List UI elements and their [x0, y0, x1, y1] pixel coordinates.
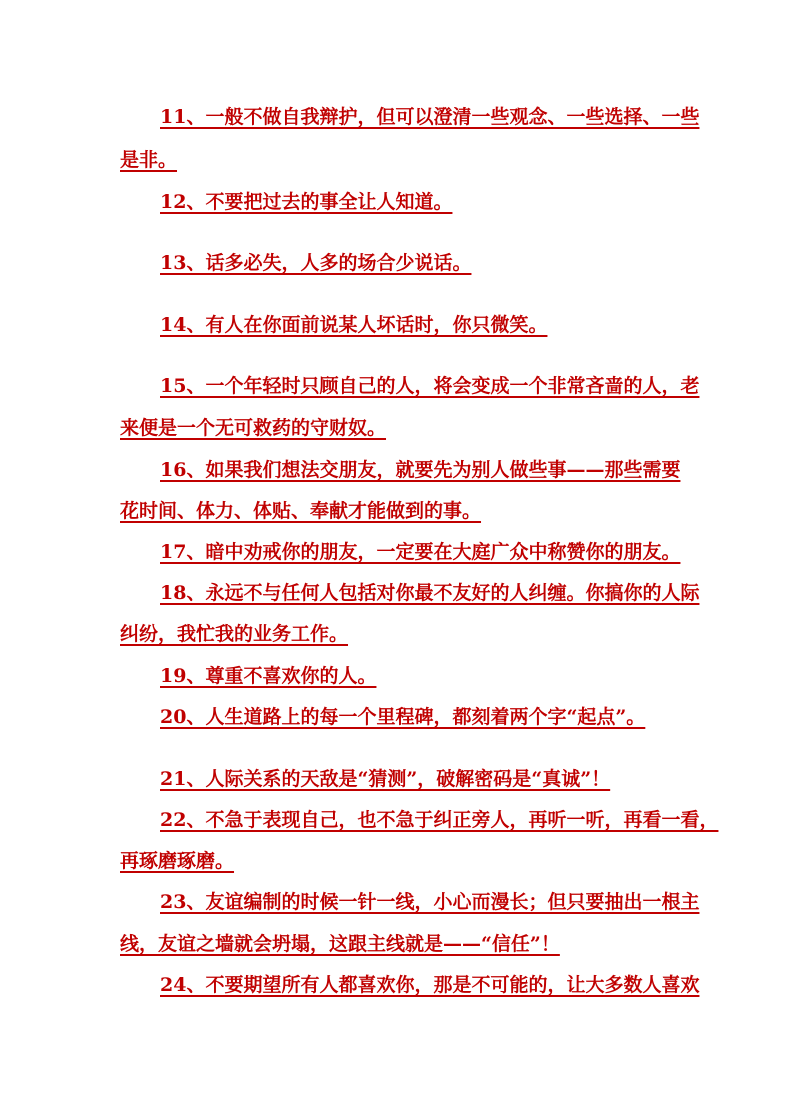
item-21-line-1: 21、人际关系的天敌是“猜测”，破解密码是“真诚”！: [160, 768, 611, 790]
item-14-line-1: 14、有人在你面前说某人坏话时，你只微笑。: [160, 314, 548, 336]
item-23-line-1: 23、友谊编制的时候一针一线，小心而漫长；但只要抽出一根主: [160, 891, 700, 913]
item-24-line-1: 24、不要期望所有人都喜欢你，那是不可能的，让大多数人喜欢: [160, 974, 700, 996]
item-18-line-1: 18、永远不与任何人包括对你最不友好的人纠缠。你搞你的人际: [160, 582, 700, 604]
item-15-line-2: 来便是一个无可救药的守财奴。: [120, 417, 387, 439]
item-16-line-2: 花时间、体力、体贴、奉献才能做到的事。: [120, 500, 482, 522]
item-23-line-2: 线，友谊之墙就会坍塌，这跟主线就是——“信任”！: [120, 933, 560, 955]
item-17-line-1: 17、暗中劝戒你的朋友，一定要在大庭广众中称赞你的朋友。: [160, 541, 681, 563]
item-19-line-1: 19、尊重不喜欢你的人。: [160, 665, 377, 687]
item-22-line-1: 22、不急于表现自己，也不急于纠正旁人，再听一听，再看一看，: [160, 809, 719, 831]
item-13-line-1: 13、话多必失，人多的场合少说话。: [160, 252, 472, 274]
item-12-line-1: 12、不要把过去的事全让人知道。: [160, 191, 453, 213]
item-16-line-1: 16、如果我们想法交朋友，就要先为别人做些事——那些需要: [160, 459, 681, 481]
item-18-line-2: 纠纷，我忙我的业务工作。: [120, 623, 349, 645]
item-22-line-2: 再琢磨琢磨。: [120, 850, 235, 872]
item-11-line-1: 11、一般不做自我辩护，但可以澄清一些观念、一些选择、一些: [160, 106, 700, 128]
item-11-line-2: 是非。: [120, 149, 178, 171]
item-15-line-1: 15、一个年轻时只顾自己的人，将会变成一个非常吝啬的人，老: [160, 375, 700, 397]
item-20-line-1: 20、人生道路上的每一个里程碑，都刻着两个字“起点”。: [160, 706, 646, 728]
